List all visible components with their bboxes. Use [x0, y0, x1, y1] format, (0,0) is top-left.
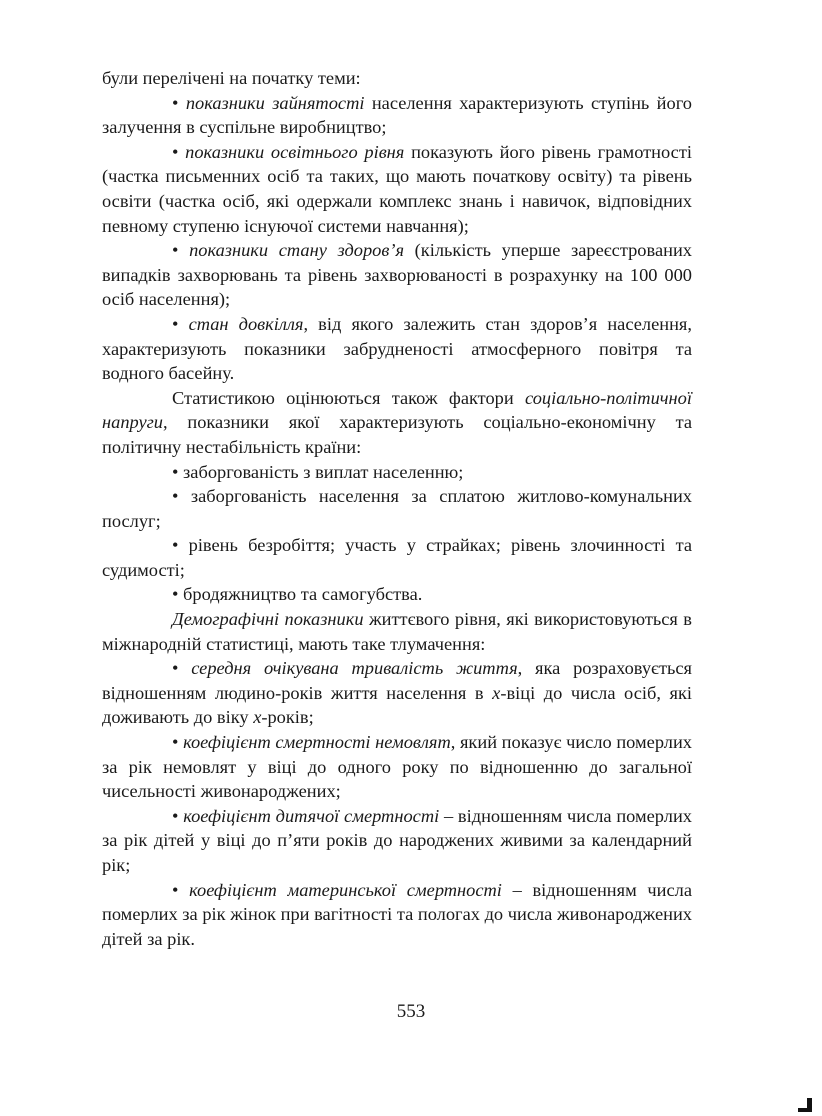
italic-term: коефіцієнт смертності немовлят — [183, 732, 451, 753]
text-run: • — [172, 141, 186, 162]
page-body — [102, 66, 692, 951]
text-run: • — [172, 313, 189, 334]
text-run: • рівень безробіття; участь у страйках; рівень злочинності та судимості; — [102, 535, 692, 580]
bullet-paragraph — [102, 484, 692, 533]
italic-term: середня очікувана тривалість життя — [191, 658, 518, 679]
bullet-paragraph — [102, 312, 692, 386]
text-run: • — [172, 805, 184, 826]
italic-term: x — [492, 682, 501, 703]
text-run: , який показує число померлих за рік немовлят у віці до одного року по відношенню до загальної чисельності живонароджених; — [102, 732, 692, 802]
bullet-paragraph — [102, 140, 692, 238]
bullet-paragraph — [102, 533, 692, 582]
italic-term: показники освітнього рівня — [185, 141, 405, 162]
bullet-paragraph — [102, 730, 692, 804]
bullet-paragraph — [102, 878, 692, 952]
bullet-paragraph — [102, 91, 692, 140]
crop-mark — [796, 1098, 816, 1112]
text-run: , показники якої характеризують соціально-економічну та політичну нестабільність країни: — [102, 412, 692, 457]
text-run: • заборгованість з виплат населенню; — [172, 461, 464, 482]
text-run: були перелічені на початку теми: — [102, 68, 361, 88]
italic-term: показники зайнятості — [185, 92, 365, 113]
paragraph — [102, 607, 692, 656]
text-run: життєвого рівня, які використовуються в міжнародній статистиці, мають таке тлумачення: — [102, 609, 692, 654]
text-run: • — [172, 658, 192, 679]
bullet-paragraph — [102, 656, 692, 730]
text-run: показують його рівень грамотності (частка письменних осіб та таких, що мають початкову освіту) та рівень освіти (частка осіб, які одержали комплекс знань і навичок, відповідних певному ступеню існуючої системи навчання); — [102, 141, 692, 236]
italic-term: коефіцієнт материнської смертності — [189, 879, 502, 900]
text-run: • — [172, 240, 190, 261]
bullet-paragraph — [102, 238, 692, 312]
page-number: 553 — [396, 1001, 426, 1022]
text-run: • бродяжництво та самогубства. — [172, 584, 423, 605]
italic-term: показники стану здоров’я — [189, 240, 405, 261]
text-run: – відношенням числа померлих за рік дітей у віці до п’яти років до народжених живими за календарний рік; — [102, 805, 692, 875]
text-run: , яка розраховується відношенням людино-років життя населення в — [102, 658, 692, 703]
text-run: , від якого залежить стан здоров’я населення, характеризують показники забрудненості атмосферного повітря та водного басейну. — [102, 313, 692, 384]
text-run: – відношенням числа померлих за рік жінок при вагітності та пологах до числа живонароджених дітей за рік. — [102, 879, 692, 949]
text-run: • — [172, 92, 186, 113]
bullet-paragraph — [102, 804, 692, 878]
text-run: -років; — [261, 707, 314, 728]
italic-term: стан довкілля — [188, 313, 304, 334]
paragraph — [102, 66, 692, 91]
italic-term: соціально-політичної напруги — [102, 387, 692, 433]
text-run: -віці до числа осіб, які доживають до віку — [102, 682, 692, 728]
text-run: • — [172, 732, 184, 753]
text-run: Статистикою оцінюються також фактори — [172, 387, 526, 408]
italic-term: коефіцієнт дитячої смертності — [183, 805, 440, 826]
text-run: • заборгованість населення за сплатою житлово-комунальних послуг; — [102, 486, 692, 531]
text-run: населення характеризують ступінь його залучення в суспільне виробництво; — [102, 92, 692, 138]
bullet-paragraph — [102, 460, 692, 485]
italic-term: Демографічні показники — [172, 609, 364, 630]
paragraph — [102, 386, 692, 460]
text-run: (кількість уперше зареєстрованих випадків захворювань та рівень захворюваності в розрахунку на 100 000 осіб населення); — [102, 240, 692, 310]
text-run: • — [172, 879, 190, 900]
bullet-paragraph — [102, 582, 692, 607]
italic-term: x — [253, 707, 262, 728]
